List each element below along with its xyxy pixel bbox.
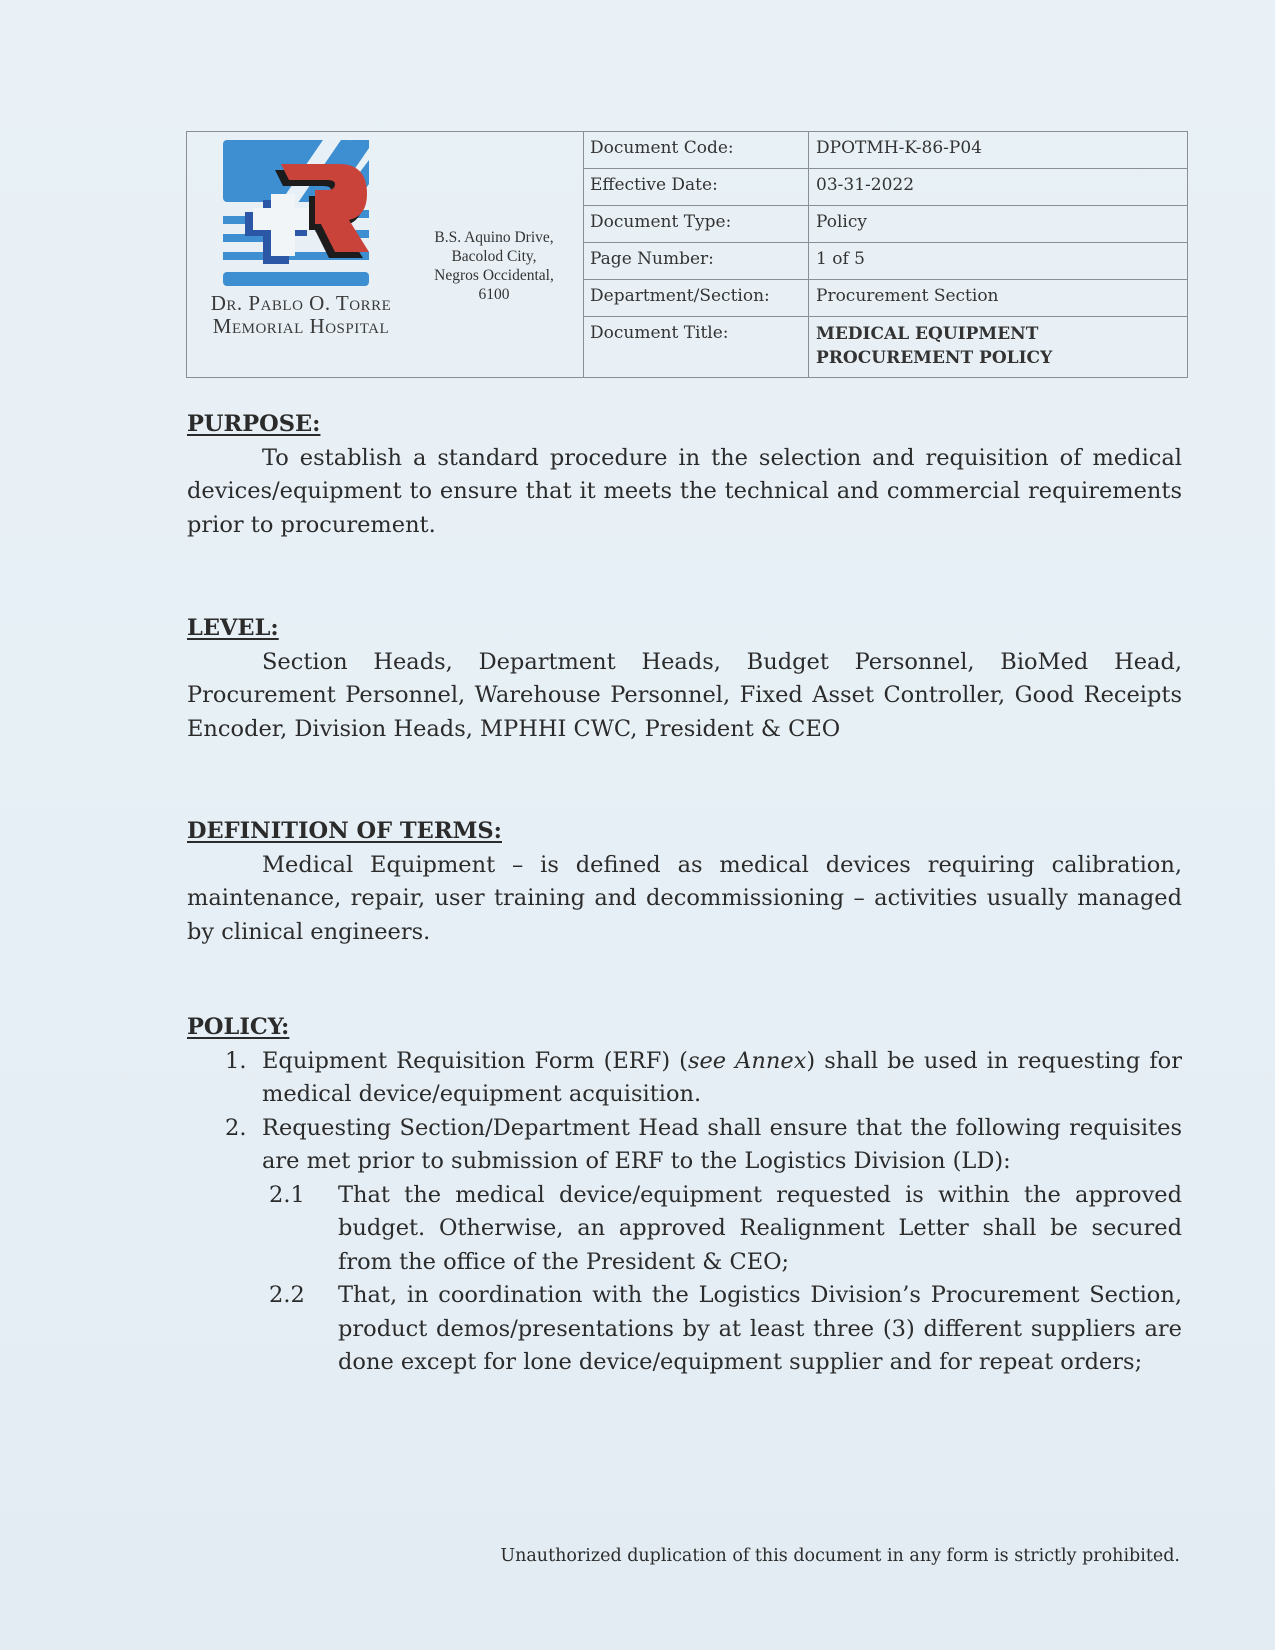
section-purpose — [187, 408, 1182, 542]
address-line: 6100 — [478, 286, 510, 303]
section-heading: PURPOSE: — [187, 411, 321, 437]
meta-label: Document Code: — [584, 132, 809, 168]
meta-value: 03-31-2022 — [816, 175, 915, 195]
policy-subitem-text: That the medical device/equipment requested is within the approved budget. Otherwise, an approved Realignment Letter shall be secured from the office of the President & CEO; — [338, 1181, 1182, 1275]
meta-value: Procurement Section — [816, 286, 999, 306]
policy-item — [187, 1112, 1182, 1179]
meta-label: Department/Section: — [584, 280, 809, 316]
logo-cell — [187, 132, 583, 377]
policy-list — [187, 1045, 1182, 1380]
address-line: Bacolod City, — [451, 248, 537, 265]
hospital-logo — [223, 140, 379, 292]
section-level — [187, 612, 1182, 746]
policy-item-text: ) shall be used in requesting for medical device/equipment acquisition. — [262, 1047, 1182, 1107]
meta-label: Effective Date: — [584, 169, 809, 205]
policy-item-number: 1. — [225, 1047, 247, 1074]
meta-label: Page Number: — [584, 243, 809, 279]
policy-subitem — [187, 1279, 1182, 1380]
meta-label: Document Type: — [584, 206, 809, 242]
document-meta-table — [583, 132, 1188, 377]
policy-subitem-number: 2.2 — [269, 1282, 305, 1308]
meta-value: DPOTMH-K-86-P04 — [816, 138, 982, 158]
hospital-name-line2: Memorial Hospital — [212, 314, 390, 338]
meta-row-document-type — [584, 206, 1188, 243]
document-title — [809, 317, 1188, 377]
section-heading: POLICY: — [187, 1014, 290, 1040]
policy-subitem-text: That, in coordination with the Logistics Division’s Procurement Section, product demos/presentations by at least three (3) different suppliers are done except for lone device/equipment supplier and for repeat orders; — [338, 1282, 1182, 1375]
address-line: Negros Occidental, — [434, 267, 554, 284]
policy-item-text: Requesting Section/Department Head shall ensure that the following requisites are met prior to submission of ERF to the Logistics Division (LD): — [262, 1114, 1182, 1174]
section-heading: LEVEL: — [187, 615, 279, 641]
hospital-name — [193, 292, 409, 338]
policy-item — [187, 1045, 1182, 1112]
hospital-address — [409, 228, 579, 304]
policy-subitem-number: 2.1 — [269, 1181, 305, 1208]
section-paragraph: To establish a standard procedure in the selection and requisition of medical devices/equipment to ensure that it meets the technical and commercial requirements prior to procurement. — [187, 444, 1182, 538]
meta-row-effective-date — [584, 169, 1188, 206]
section-policy — [187, 1011, 1182, 1380]
meta-label: Document Title: — [584, 317, 809, 377]
meta-value: 1 of 5 — [816, 249, 865, 269]
meta-row-page-number — [584, 243, 1188, 280]
meta-row-department — [584, 280, 1188, 317]
meta-value: Policy — [816, 212, 867, 232]
policy-subitem — [187, 1179, 1182, 1280]
section-paragraph: Medical Equipment – is defined as medical devices requiring calibration, maintenance, repair, user training and decommissioning – activities usually managed by clinical engineers. — [187, 851, 1182, 945]
document-title-line1: MEDICAL EQUIPMENT — [816, 324, 1039, 344]
footer-notice: Unauthorized duplication of this document in any form is strictly prohibited. — [500, 1546, 1180, 1566]
policy-item-text: Equipment Requisition Form (ERF) ( — [262, 1047, 688, 1074]
annex-reference: see Annex — [687, 1047, 807, 1074]
hospital-name-line1: Dr. Pablo O. Torre — [210, 291, 392, 315]
address-line: B.S. Aquino Drive, — [434, 229, 554, 246]
section-paragraph: Section Heads, Department Heads, Budget Personnel, BioMed Head, Procurement Personnel, Warehouse Personnel, Fixed Asset Controller, Good Receipts Encoder, Division Heads, MPHHI CWC, President & CEO — [187, 648, 1182, 742]
meta-row-document-code — [584, 132, 1188, 169]
document-header-table — [186, 131, 1188, 378]
document-title-line2: PROCUREMENT POLICY — [816, 348, 1053, 368]
policy-item-number: 2. — [225, 1114, 247, 1141]
section-heading: DEFINITION OF TERMS: — [187, 818, 502, 844]
section-definition-of-terms — [187, 815, 1182, 949]
meta-row-document-title — [584, 317, 1188, 377]
